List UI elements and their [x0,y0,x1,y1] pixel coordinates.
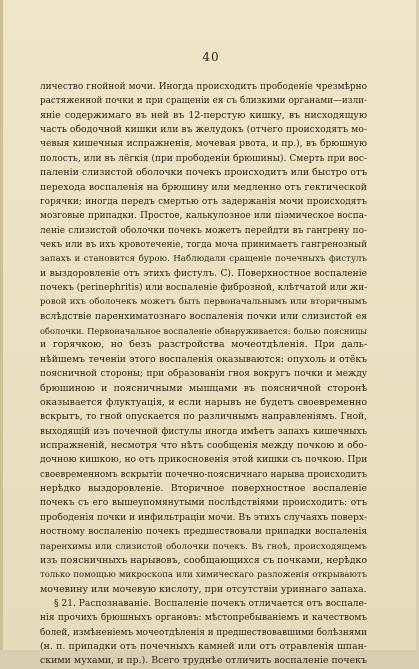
text-line: (н. п. припадки отъ почечныхъ камней или отъ отравленія шпан- [40,641,367,653]
text-line: леніе слизистой оболочки почекъ можетъ перейдти въ гангрену по- [40,225,367,236]
text-line: выходящій изъ почечной фистулы иногда имѣетъ запахъ кишечныхъ [40,426,367,437]
text-line: паленіи слизистой оболочки почекъ происходитъ или быстро отъ [40,167,368,179]
text-line: вскрытъ, то гной опускается по различнымъ направленіямъ. Гной, [40,412,367,423]
page-number: 40 [202,50,220,64]
text-line: и выздоровленіе отъ этихъ фистулъ. С). Поверхностное воспаленіе [40,268,367,279]
text-line: оказывается флуктуація, и если нарывъ не будетъ своевременно [40,396,367,408]
text-line: поясничной стороны; при образованіи гноя вокругъ почки и между [40,369,367,380]
text-line: чекъ или въ ихъ кровотеченіе, тогда моча принимаетъ гангренозный [40,239,367,250]
text-line: изъ поясничныхъ нарывовъ, сообщающихся съ почками, нерѣдко [40,554,367,566]
body-text [40,80,367,669]
text-line: часть ободочной кишки или въ желудокъ (отчего происходятъ мо- [40,124,368,136]
text-line: полость, или въ лёгкія (при прободеніи брюшины). Смерть при вос- [40,153,368,164]
text-line: и горячкою, но безъ разстройства мочеотдѣленія. При даль- [40,339,367,351]
text-line: почекъ съ его вышеупомянутыми послѣдствіями происходитъ: отъ [40,498,367,509]
text-line: только помощью микроскопа или химическаго разложенія открываютъ [40,570,367,581]
text-line: растяженной почки и при сращеніи ея съ близкими органами—изли- [40,96,367,107]
text-line: личество гнойной мочи. Иногда происходитъ прободеніе чрезмѣрно [40,82,367,92]
text-line: скими мухами, и пр.). Всего труднѣе отличить воспаленіе почекъ [40,655,367,667]
text-line: горячки; иногда передъ смертью отъ задержанія мочи происходятъ [40,196,367,207]
text-line: ностному воспаленію почекъ предшествовали припадки воспаленія [40,527,367,538]
text-line: яніе содержимаго въ ней въ 12-перстую кишку, въ нисходящую [40,109,367,121]
text-line: дочною кишкою, но отъ прикосновенія этой кишки съ почкою. При [40,455,368,466]
text-line: чевыя кишечныя испражненія, мочевая рвота, и пр.), въ брюшную [40,139,367,150]
text-line: болей, измѣненіемъ мочеотдѣленія и предшествовавшими болѣзнями [40,627,367,638]
text-line: перехода воспаленія на брюшину или медленно отъ гектической [40,181,367,193]
section-heading-line: § 21. Распознаваніе. Воспаленіе почекъ отличается отъ воспале- [54,598,367,609]
text-line: запахъ и становится бурою. Наблюдали сращеніе почечныхъ фистулъ [40,254,367,265]
text-line: нѣйшемъ теченіи этого воспаленія оказываются: опухоль и отёкъ [40,353,367,365]
text-line: испражненій, несмотря что нѣтъ сообщенія между почкою и обо- [40,439,367,451]
text-line: нія прочихъ брюшныхъ органовъ: мѣстопребываніемъ и качествомъ [40,613,367,624]
text-line: прободенія почки и инфильтраціи мочи. Въ этихъ случаяхъ поверх- [40,512,368,523]
text-line: брюшиною и поясничными мышцами въ поясничной сторонѣ [40,382,367,394]
text-line: почекъ (perinephritis) или воспаленіе фиброзной, клѣтчатой или жи- [40,283,368,294]
text-line: ровой ихъ оболочекъ можетъ быть первоначальнымъ или вторичнымъ [40,297,367,308]
text-line: мочевину или мочевую кислоту, при отсутствіи уриннаго запаха. [40,583,367,595]
text-line: паренхимы или слизистой оболочки почекъ. Въ гноѣ, происходящемъ [40,541,367,552]
text-line: мозговые припадки. Простое, калькулозное или піэмическое воспа- [40,211,367,222]
text-line: оболочки. Первоначальное воспаленіе обнаруживается: болью поясницы [40,326,367,337]
text-line: вслѣдствіе паренхиматознаго воспаленія почки или слизистой ея [40,310,367,322]
text-line: нерѣдко выздоровленіе. Вторичное поверхностное воспаленіе [40,483,367,495]
text-line: своевременномъ вскрытіи почечно-поясничнаго нарыва происходитъ [40,469,367,480]
